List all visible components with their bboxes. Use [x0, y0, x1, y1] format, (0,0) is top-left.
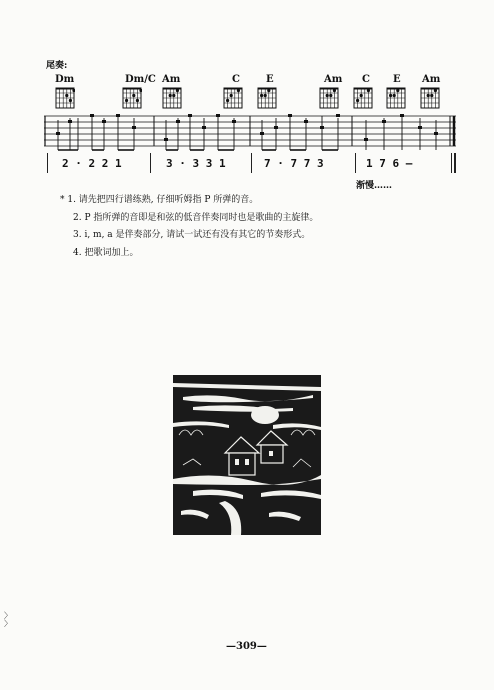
chord-name-4: C: [232, 74, 240, 85]
chord-name-3: Am: [162, 74, 181, 85]
jianpu-measure-3: 7 · 7 7 3: [264, 157, 324, 170]
tablature-staff: [44, 112, 458, 152]
chord-diagram-e: [257, 87, 277, 109]
jianpu-barline: [451, 153, 452, 173]
chord-name-7: C: [362, 74, 370, 85]
jianpu-barline: [47, 153, 48, 173]
note-line-3: 3. i, m, a 是伴奏部分, 请试一试还有没有其它的节奏形式。: [73, 230, 311, 240]
chord-name-1: Dm: [55, 74, 75, 85]
page-number: —309—: [226, 641, 267, 652]
chord-name-8: E: [393, 74, 401, 85]
chord-diagram-am: [420, 87, 440, 109]
section-label: 尾奏:: [46, 61, 68, 71]
chord-diagram-c: [353, 87, 373, 109]
note-line-2: 2. P 指所弹的音即是和弦的低音伴奏同时也是歌曲的主旋律。: [73, 212, 319, 223]
chord-diagram-c: [223, 87, 243, 109]
note-line-4: 4. 把歌词加上。: [73, 247, 139, 258]
binding-edge-mark: 〉 〉: [4, 611, 12, 628]
jianpu-measure-1: 2 · 2 2 1: [62, 157, 122, 170]
jianpu-measure-4: 1 7 6 –: [366, 157, 413, 170]
chord-diagram-dm-c: [122, 87, 142, 109]
jianpu-final-barline: [454, 153, 456, 173]
chord-name-2: Dm/C: [125, 74, 156, 85]
chord-name-6: Am: [324, 74, 343, 85]
instruction-notes: [60, 192, 318, 262]
chord-name-5: E: [266, 74, 274, 85]
jianpu-barline: [355, 153, 356, 173]
woodcut-landscape-illustration: [173, 375, 321, 535]
chord-diagram-e: [386, 87, 406, 109]
chord-diagram-am: [319, 87, 339, 109]
chord-name-9: Am: [422, 74, 441, 85]
note-line-1: * 1. 请先把四行谱练熟, 仔细听姆指 P 所弹的音。: [60, 195, 259, 205]
jianpu-measure-2: 3 · 3 3 1: [166, 157, 226, 170]
chord-diagram-am: [162, 87, 182, 109]
jianpu-barline: [150, 153, 151, 173]
tempo-marking: 渐慢……: [356, 181, 393, 191]
chord-diagram-dm: [55, 87, 75, 109]
jianpu-barline: [251, 153, 252, 173]
